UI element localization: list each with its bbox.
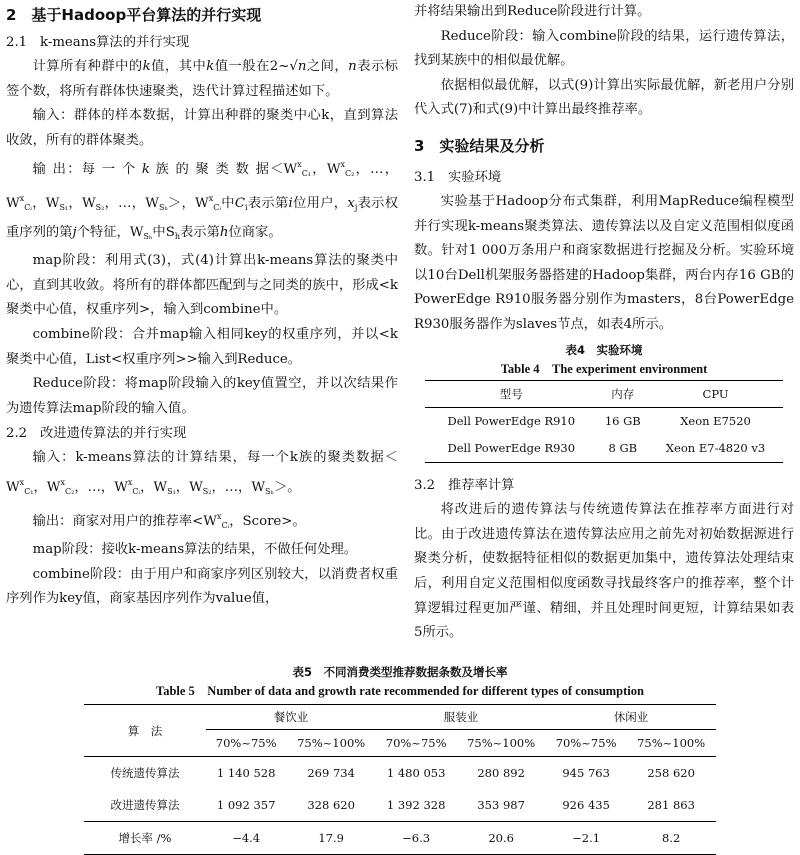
table5-cell: 8.2 (626, 822, 716, 855)
table5-group-row (84, 705, 716, 730)
subscript: j (354, 202, 358, 212)
text: 计算所有种群中的 (32, 59, 143, 74)
text: 之间， (306, 59, 349, 74)
table4-header: 内存 (598, 380, 649, 408)
paragraph-input: 输入：群体的样本数据，计算出种群的聚类中心k，直到算法收敛，所有的群体聚类。 (6, 108, 398, 148)
text: 个特征，W (76, 224, 144, 240)
table5-cell: 1 480 053 (386, 766, 446, 780)
text: 值一般在2~√ (214, 59, 298, 74)
subscript: Cᵢ (24, 202, 32, 212)
text: ，…，W (104, 195, 159, 211)
subsection-3-2-number: 3.2 (414, 478, 436, 494)
text: 表示第 (247, 195, 289, 211)
table4-header-row (425, 380, 783, 408)
subscript: Sₕ (143, 231, 153, 241)
superscript: x (216, 511, 222, 521)
paragraph-continued: 并将结果输出到Reduce阶段进行计算。 (414, 4, 651, 19)
table5-row-label: 增长率 /% (84, 822, 206, 855)
table5-range-header: 70%~75% (376, 730, 456, 757)
subscript: C₁ (301, 169, 312, 179)
text: ，W (175, 479, 203, 495)
paragraph-optimal: 依据相似最优解，以式(9)计算出实际最优解，新老用户分别代入式(7)和式(9)中计算出最终推荐率。 (414, 77, 794, 118)
right-column (414, 0, 794, 646)
paragraph-kvalue (6, 55, 398, 104)
text: 输出：商家对用户的推荐率<W (32, 513, 217, 529)
text: 输 出：每 一 个 (32, 162, 137, 178)
table4-caption-en: Table 4 The experiment environment (500, 361, 708, 376)
superscript: x (19, 193, 25, 203)
var-k: k (142, 59, 151, 74)
table4-cell: Xeon E7520 (680, 414, 751, 429)
table5-range-header: 70%~75% (546, 730, 626, 757)
text: 族 的 聚 类 数 据＜W (155, 162, 298, 178)
table5-cell: 1 140 528 (216, 766, 276, 780)
text: 表示第 (179, 224, 220, 240)
superscript: x (297, 160, 302, 170)
table5-group-header: 休闲业 (546, 705, 716, 730)
table5 (84, 704, 716, 855)
table5-cell: 1 392 328 (386, 798, 446, 812)
subscript: Sₕ (265, 486, 274, 496)
subscript: S₁ (59, 202, 69, 212)
text: 输入：k-means算法的计算结果，每一个k族的聚类数据＜W (6, 450, 398, 495)
table5-cell: 258 620 (647, 766, 695, 780)
text: ＞。 (273, 479, 301, 495)
table5-range-header: 75%~100% (286, 730, 376, 757)
paragraph-ga-input (6, 446, 398, 504)
subscript: i (245, 202, 248, 212)
subsection-2-1-title: k-means算法的并行实现 (40, 35, 190, 50)
table5-cell: −2.1 (546, 822, 626, 855)
paragraph-ga-reduce: Reduce阶段：输入combine阶段的结果，运行遗传算法，找到某族中的相似最优解。 (414, 28, 794, 69)
table-row (84, 757, 716, 790)
table5-range-header: 75%~100% (456, 730, 546, 757)
text: ，W (311, 162, 341, 178)
section-2-title: 2 基于Hadoop平台算法的并行实现 (6, 6, 262, 24)
table5-cell: −4.4 (206, 822, 286, 855)
text: ，…，W (6, 162, 399, 211)
table5-caption-en: Table 5 Number of data and growth rate recommended for different types of consumption (156, 684, 644, 698)
paragraph-combine-stage: combine阶段：合并map输入相同key的权重序列，并以<k聚类中心值，List<权重序列>>输入到Reduce。 (6, 326, 398, 367)
superscript: x (19, 477, 25, 487)
superscript: x (340, 160, 346, 170)
table5-range-header: 75%~100% (626, 730, 716, 757)
text: ，Score>。 (229, 513, 306, 529)
table5-cell: 20.6 (456, 822, 546, 855)
var-j: j (72, 224, 77, 240)
subsection-2-2-heading (6, 421, 398, 446)
table5-cell: 281 863 (647, 798, 695, 812)
var-k: k (141, 162, 150, 178)
subscript: Sₕ (158, 202, 168, 212)
table5-range-header: 70%~75% (206, 730, 286, 757)
table5-caption-cn: 表5 不同消费类型推荐数据条数及增长率 (292, 665, 508, 679)
text: ，…，W (74, 479, 128, 495)
table4-cell: Xeon E7-4820 v3 (665, 441, 766, 456)
paragraph-map-stage: map阶段：利用式(3)，式(4)计算出k-means算法的聚类中心，直到其收敛。将所有的群体都匹配到与之同类的族中，形成<k聚类中心值，权重序列>，输入到combine中。 (6, 253, 398, 318)
subsection-3-1-title: 实验环境 (448, 169, 502, 185)
subsection-3-1-heading (414, 165, 794, 190)
text: ，W (31, 195, 60, 211)
subscript: S₂ (202, 486, 212, 496)
subsection-2-2-title: 改进遗传算法的并行实现 (40, 426, 187, 442)
table4-header: 型号 (425, 380, 598, 408)
text: ＞，W (167, 195, 209, 211)
table5-cell: 353 987 (477, 798, 525, 812)
paragraph-environment: 实验基于Hadoop分布式集群，利用MapReduce编程模型并行实现k-means聚类算法、遗传算法以及自定义范围相似度函数。针对1 000万条用户和商家数据进行挖掘及分析。实验环境以10台Dell机架服务器搭建的Hadoop集群，两台内存16 GB的PowerEdge R910服务器分别作为masters，8台PowerEdge R930服务器作为slaves节点，如表4所示。 (414, 193, 794, 332)
table5-group-header: 服装业 (376, 705, 546, 730)
table4-cell: Dell PowerEdge R910 (447, 414, 576, 429)
table-row (425, 435, 783, 463)
table4-cell: 8 GB (608, 441, 638, 456)
paragraph-reduce-stage: Reduce阶段：将map阶段输入的key值置空，并以次结果作为遗传算法map阶段的输入值。 (6, 376, 398, 416)
left-column (6, 0, 398, 612)
section-3-title: 3 实验结果及分析 (414, 136, 545, 155)
subsection-2-2-number: 2.2 (6, 426, 28, 442)
var-n: n (348, 59, 357, 74)
subscript: Cᵢ (132, 486, 141, 496)
text: ，W (140, 479, 168, 495)
var-i: i (288, 195, 293, 211)
table5-row-label: 传统遗传算法 (110, 766, 180, 780)
subscript: C₂ (65, 486, 75, 496)
superscript: x (208, 193, 214, 203)
table4 (425, 380, 783, 464)
text: ，…，W (211, 479, 266, 495)
var-n: n (297, 59, 307, 74)
subscript: S₁ (167, 486, 176, 496)
table5-cell: 926 435 (562, 798, 610, 812)
subscript: h (174, 231, 180, 241)
table5-cell: 280 892 (477, 766, 525, 780)
table5-block (0, 662, 800, 855)
table5-group-header: 餐饮业 (206, 705, 376, 730)
text: 位用户， (292, 195, 348, 211)
subscript: Cᵢ (213, 202, 221, 212)
table5-row-label: 改进遗传算法 (110, 798, 180, 812)
subscript: Cᵢ (221, 520, 230, 530)
paragraph-ga-map: map阶段：接收k-means算法的结果，不做任何处理。 (32, 542, 358, 558)
table5-cell: −6.3 (376, 822, 456, 855)
subsection-3-2-heading (414, 473, 794, 498)
table5-algo-header: 算 法 (84, 705, 206, 757)
subsection-2-1-heading (6, 30, 398, 55)
text: ，W (68, 195, 96, 211)
table4-header: CPU (648, 380, 783, 408)
paragraph-recommendation: 将改进后的遗传算法与传统遗传算法在推荐率方面进行对比。由于改进遗传算法在遗传算法应用之前先对初始数据源进行聚类分析，使数据特征相似的数据更加集中，遗传算法处理结束后，利用自定义范围相似度函数寻找最终客户的推荐率，整个计算逻辑过程更加严谨、精细，并且处理时间更短，计算结果如表5所示。 (414, 502, 794, 641)
table5-cell: 269 734 (307, 766, 355, 780)
table-row (425, 408, 783, 436)
table4-caption-cn: 表4 实验环境 (565, 342, 643, 357)
subscript: C₂ (345, 169, 355, 179)
var-k: k (206, 59, 215, 74)
text: 表示标签个数，将所有群体快速聚类，迭代计算过程描述如下。 (6, 59, 399, 99)
table5-cell: 945 763 (562, 766, 610, 780)
var-c: C (234, 195, 246, 211)
text: 中 (220, 195, 235, 211)
text: 位商家。 (228, 224, 282, 240)
text: 值，其中 (150, 59, 207, 74)
paragraph-ga-output (6, 505, 398, 539)
subscript: S₂ (95, 202, 105, 212)
table-row (84, 789, 716, 822)
subscript: C₁ (24, 486, 34, 496)
var-h: h (219, 224, 229, 240)
superscript: x (60, 477, 65, 487)
table5-cell: 328 620 (307, 798, 355, 812)
text: 中S (152, 224, 175, 240)
paragraph-output (6, 153, 398, 249)
subsection-2-1-number: 2.1 (6, 35, 28, 50)
text: 表示权重序列的第 (6, 195, 399, 240)
text: ，W (33, 479, 61, 495)
table5-cell: 17.9 (286, 822, 376, 855)
table4-cell: Dell PowerEdge R930 (447, 441, 576, 456)
superscript: x (127, 477, 133, 487)
subsection-3-1-number: 3.1 (414, 169, 436, 185)
table5-cell: 1 092 357 (216, 798, 276, 812)
paragraph-ga-combine: combine阶段：由于用户和商家序列区别较大，以消费者权重序列作为key值，商家基因序列作为value值， (6, 566, 398, 607)
var-x: x (347, 195, 355, 211)
subsection-3-2-title: 推荐率计算 (448, 478, 515, 494)
table4-cell: 16 GB (604, 414, 641, 429)
